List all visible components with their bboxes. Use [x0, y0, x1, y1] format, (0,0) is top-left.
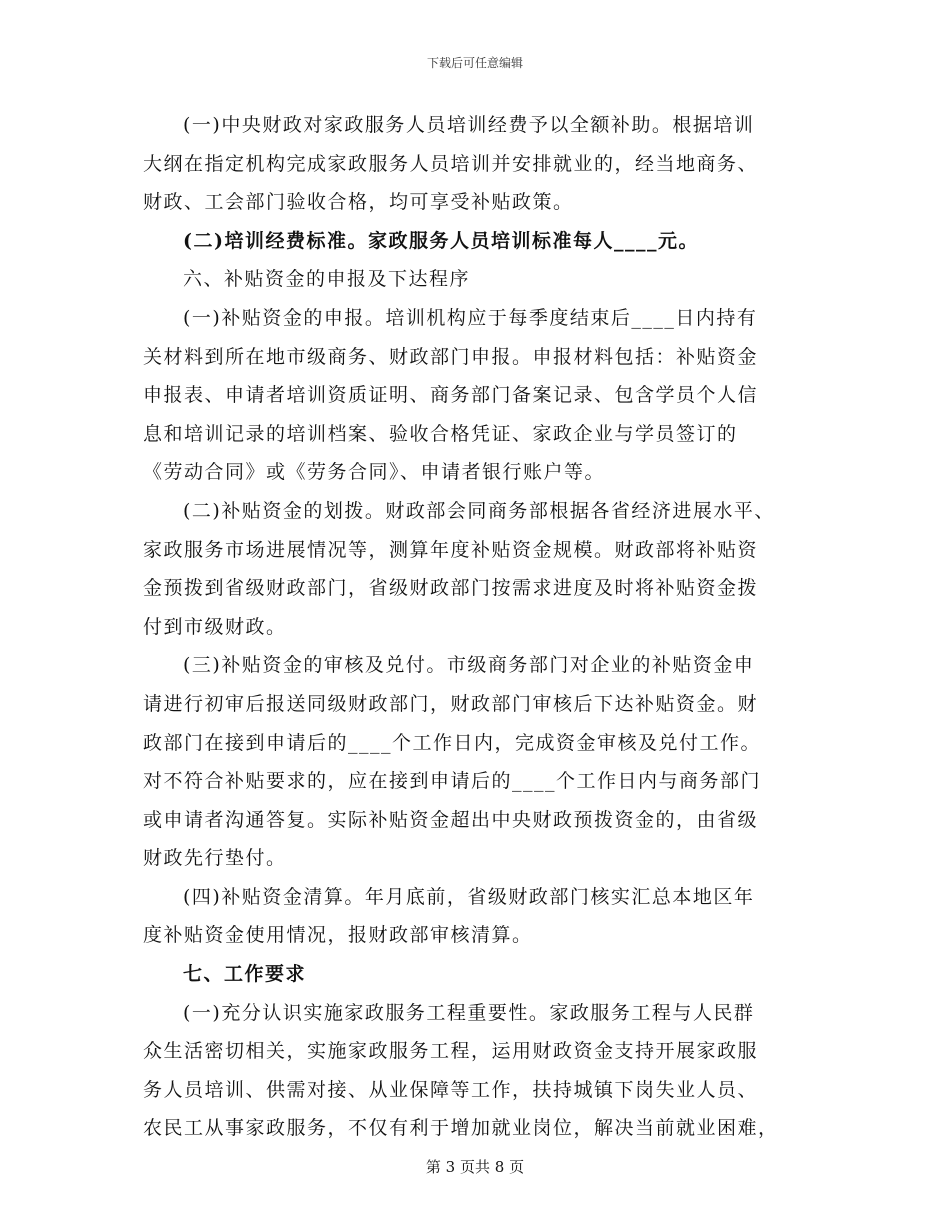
body-text-line: 财政、工会部门验收合格，均可享受补贴政策。 [143, 191, 574, 214]
body-text-line: 金预拨到省级财政部门，省级财政部门按需求进度及时将补贴资金拨 [143, 577, 759, 600]
body-text-line: 对不符合补贴要求的，应在接到申请后的____个工作日内与商务部门 [143, 770, 762, 793]
body-text-line: 请进行初审后报送同级财政部门，财政部门审核后下达补贴资金。财 [143, 692, 759, 715]
body-text-line: 申报表、申请者培训资质证明、商务部门备案记录、包含学员个人信 [143, 384, 759, 407]
body-text-line: 众生活密切相关，实施家政服务工程，运用财政资金支持开展家政服 [143, 1040, 759, 1063]
body-text-line: 七、工作要求 [183, 963, 307, 986]
body-text-line: (二)培训经费标准。家政服务人员培训标准每人____元。 [183, 229, 699, 252]
body-text-line: 务人员培训、供需对接、从业保障等工作，扶持城镇下岗失业人员、 [143, 1078, 759, 1101]
body-text-line: (二)补贴资金的划拨。财政部会同商务部根据各省经济进展水平、 [183, 499, 775, 522]
document-body [143, 106, 807, 1148]
body-text-line: (一)补贴资金的申报。培训机构应于每季度结束后____日内持有 [183, 306, 758, 329]
body-text-line: 付到市级财政。 [143, 615, 287, 638]
body-text-line: 家政服务市场进展情况等，测算年度补贴资金规模。财政部将补贴资 [143, 538, 759, 561]
body-text-line: 大纲在指定机构完成家政服务人员培训并安排就业的，经当地商务、 [143, 152, 759, 175]
body-text-line: 《劳动合同》或《劳务合同》、申请者银行账户等。 [143, 461, 606, 484]
body-text-line: 度补贴资金使用情况，报财政部审核清算。 [143, 924, 533, 947]
body-text-line: (一)充分认识实施家政服务工程重要性。家政服务工程与人民群 [183, 1001, 755, 1024]
body-text-line: 六、补贴资金的申报及下达程序 [183, 268, 471, 291]
body-text-line: 政部门在接到申请后的____个工作日内，完成资金审核及兑付工作。 [143, 731, 762, 754]
body-text-line: 财政先行垫付。 [143, 847, 287, 870]
body-text-line: 或申请者沟通答复。实际补贴资金超出中央财政预拨资金的，由省级 [143, 808, 759, 831]
body-text-line: 农民工从事家政服务，不仅有利于增加就业岗位，解决当前就业困难， [143, 1117, 779, 1140]
body-text-line: (三)补贴资金的审核及兑付。市级商务部门对企业的补贴资金申 [183, 654, 755, 677]
body-text-line: 息和培训记录的培训档案、验收合格凭证、家政企业与学员签订的 [143, 422, 738, 445]
page-header-note: 下载后可任意编辑 [426, 56, 523, 70]
page-number: 第 3 页共 8 页 [425, 1158, 525, 1176]
body-text-line: (四)补贴资金清算。年月底前，省级财政部门核实汇总本地区年 [183, 885, 755, 908]
body-text-line: 关材料到所在地市级商务、财政部门申报。申报材料包括：补贴资金 [143, 345, 759, 368]
body-text-line: (一)中央财政对家政服务人员培训经费予以全额补助。根据培训 [183, 114, 755, 136]
